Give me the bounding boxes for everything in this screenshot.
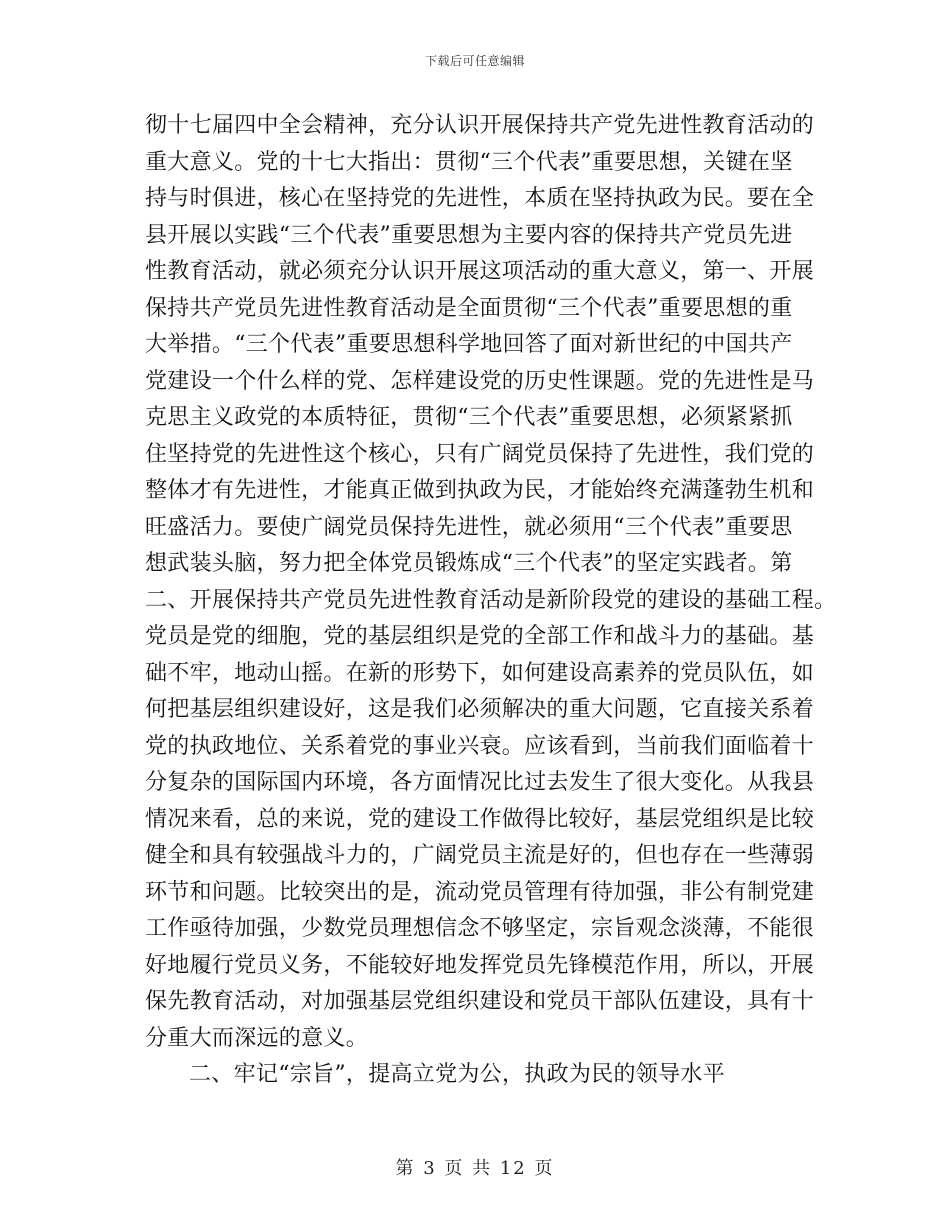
- body-line: 何把基层组织建设好，这是我们必须解决的重大问题，它直接关系着: [145, 697, 815, 722]
- body-line: 整体才有先进性，才能真正做到执政为民，才能始终充满蓬勃生机和: [145, 478, 815, 503]
- body-line: 重大意义。党的十七大指出：贯彻“三个代表”重要思想，关键在坚: [145, 149, 793, 175]
- body-line: 健全和具有较强战斗力的，广阔党员主流是好的，但也存在一些薄弱: [145, 843, 815, 868]
- body-line: 克思主义政党的本质特征，贯彻“三个代表”重要思想，必须紧紧抓: [145, 405, 793, 430]
- body-line: 持与时俱进，核心在坚持党的先进性，本质在坚持执政为民。要在全: [145, 186, 815, 211]
- body-line: 分复杂的国际国内环境，各方面情况比过去发生了很大变化。从我县: [145, 770, 815, 795]
- document-body: [145, 108, 837, 1094]
- body-line: 分重大而深远的意义。: [145, 1025, 369, 1051]
- body-line: 党建设一个什么样的党、怎样建设党的历史性课题。党的先进性是马: [145, 368, 815, 394]
- body-line: 保先教育活动，对加强基层党组织建设和党员干部队伍建设，具有十: [145, 989, 815, 1014]
- body-line: 旺盛活力。要使广阔党员保持先进性，就必须用“三个代表”重要思: [145, 514, 793, 540]
- body-line: 础不牢，地动山摇。在新的形势下，如何建设高素养的党员队伍，如: [145, 660, 815, 686]
- body-line: 住坚持党的先进性这个核心，只有广阔党员保持了先进性，我们党的: [145, 441, 815, 467]
- body-line: 县开展以实践“三个代表”重要思想为主要内容的保持共产党员先进: [145, 222, 793, 248]
- body-line: 情况来看，总的来说，党的建设工作做得比较好，基层党组织是比较: [145, 806, 815, 832]
- body-line: 党的执政地位、关系着党的事业兴衰。应该看到，当前我们面临着十: [145, 733, 815, 759]
- body-line: 二、开展保持共产党员先进性教育活动是新阶段党的建设的基础工程。: [145, 587, 837, 613]
- header-note: 下载后可任意编辑: [424, 54, 525, 68]
- section-heading: 二、牢记“宗旨”，提高立党为公，执政为民的领导水平: [189, 1062, 725, 1087]
- body-line: 大举措。“三个代表”重要思想科学地回答了面对新世纪的中国共产: [145, 332, 793, 357]
- body-line: 性教育活动，就必须充分认识开展这项活动的重大意义，第一、开展: [145, 259, 815, 284]
- body-line: 环节和问题。比较突出的是，流动党员管理有待加强，非公有制党建: [145, 879, 815, 905]
- body-line: 保持共产党员先进性教育活动是全面贯彻“三个代表”重要思想的重: [145, 295, 793, 321]
- body-line: 党员是党的细胞，党的基层组织是党的全部工作和战斗力的基础。基: [145, 624, 815, 649]
- body-line: 好地履行党员义务，不能较好地发挥党员先锋模范作用，所以，开展: [145, 952, 815, 978]
- body-line: 想武装头脑，努力把全体党员锻炼成“三个代表”的坚定实践者。第: [145, 551, 793, 576]
- page-number: 第 3 页 共 12 页: [395, 1158, 555, 1179]
- body-line: 工作亟待加强，少数党员理想信念不够坚定，宗旨观念淡薄，不能很: [145, 916, 815, 941]
- body-line: 彻十七届四中全会精神，充分认识开展保持共产党先进性教育活动的: [145, 113, 815, 138]
